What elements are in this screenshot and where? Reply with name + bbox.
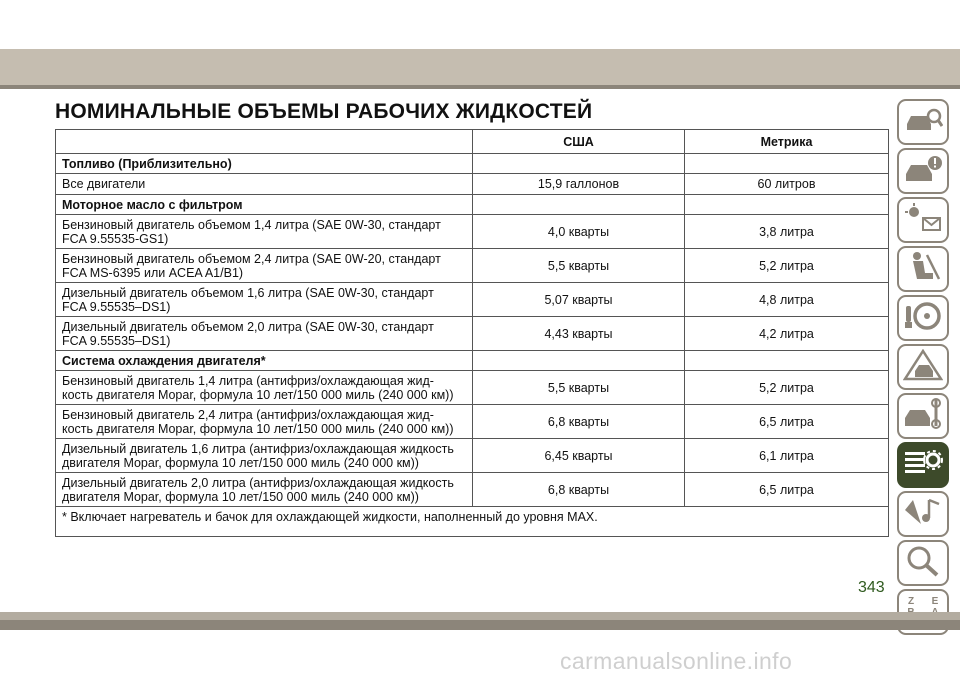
description-line: FCA 9.55535-GS1) bbox=[62, 231, 169, 246]
row-metric-value: 4,8 литра bbox=[685, 283, 889, 317]
road-warning-icon bbox=[903, 349, 943, 386]
car-wrench-icon bbox=[903, 398, 943, 435]
specifications-gear-icon bbox=[903, 447, 943, 484]
row-us-value: 6,45 кварты bbox=[473, 439, 685, 473]
row-us-value: 6,8 кварты bbox=[473, 405, 685, 439]
row-metric-value: 5,2 литра bbox=[685, 371, 889, 405]
row-description bbox=[56, 405, 473, 439]
section-row bbox=[56, 351, 889, 371]
row-us-value: 5,5 кварты bbox=[473, 249, 685, 283]
chapter-tab-road-warning[interactable] bbox=[897, 344, 949, 390]
search-icon bbox=[903, 545, 943, 582]
description-line: Бензиновый двигатель 2,4 литра (антифриз/охлаждающая жид- bbox=[62, 407, 434, 422]
description-line: Дизельный двигатель 2,0 литра (антифриз/охлаждающая жидкость bbox=[62, 475, 454, 490]
top-band-line bbox=[0, 85, 960, 89]
section-empty-us bbox=[473, 154, 685, 174]
description-line: FCA 9.55535–DS1) bbox=[62, 299, 171, 314]
table-header-row bbox=[56, 130, 889, 154]
footnote-row bbox=[56, 507, 889, 537]
row-description bbox=[56, 473, 473, 507]
row-us-value: 4,0 кварты bbox=[473, 215, 685, 249]
table-row bbox=[56, 371, 889, 405]
description-line: Бензиновый двигатель 1,4 литра (антифриз/охлаждающая жид- bbox=[62, 373, 434, 388]
chapter-tab-car-wrench[interactable] bbox=[897, 393, 949, 439]
table-row bbox=[56, 249, 889, 283]
row-description bbox=[56, 317, 473, 351]
section-label: Топливо (Приблизительно) bbox=[56, 154, 473, 174]
page-title: НОМИНАЛЬНЫЕ ОБЪЕМЫ РАБОЧИХ ЖИДКОСТЕЙ bbox=[55, 100, 593, 123]
table-row bbox=[56, 215, 889, 249]
description-line: Дизельный двигатель объемом 1,6 литра (SAE 0W-30, стандарт bbox=[62, 285, 434, 300]
description-line: Бензиновый двигатель объемом 1,4 литра (SAE 0W-30, стандарт bbox=[62, 217, 441, 232]
column-header-us: США bbox=[473, 130, 685, 154]
description-line: FCA 9.55535–DS1) bbox=[62, 333, 171, 348]
row-description bbox=[56, 439, 473, 473]
chapter-tab-multimedia[interactable] bbox=[897, 491, 949, 537]
section-empty-metric bbox=[685, 351, 889, 371]
table-row bbox=[56, 174, 889, 195]
row-metric-value: 5,2 литра bbox=[685, 249, 889, 283]
row-metric-value: 6,5 литра bbox=[685, 473, 889, 507]
steering-wheel-icon bbox=[903, 300, 943, 337]
row-metric-value: 4,2 литра bbox=[685, 317, 889, 351]
row-description bbox=[56, 215, 473, 249]
section-row bbox=[56, 154, 889, 174]
fluid-capacities-table bbox=[55, 129, 889, 537]
section-empty-metric bbox=[685, 195, 889, 215]
row-us-value: 4,43 кварты bbox=[473, 317, 685, 351]
row-us-value: 5,5 кварты bbox=[473, 371, 685, 405]
chapter-tab-specifications-gear[interactable] bbox=[897, 442, 949, 488]
section-empty-us bbox=[473, 195, 685, 215]
chapter-tab-steering-wheel[interactable] bbox=[897, 295, 949, 341]
row-description bbox=[56, 174, 473, 195]
chapter-tabs-sidebar bbox=[897, 99, 953, 638]
description-line: Дизельный двигатель объемом 2,0 литра (SAE 0W-30, стандарт bbox=[62, 319, 434, 334]
chapter-tab-car-magnifier[interactable] bbox=[897, 99, 949, 145]
section-empty-metric bbox=[685, 154, 889, 174]
table-row bbox=[56, 283, 889, 317]
row-description bbox=[56, 371, 473, 405]
column-header-description bbox=[56, 130, 473, 154]
top-band bbox=[0, 49, 960, 85]
section-label: Система охлаждения двигателя* bbox=[56, 351, 473, 371]
row-us-value: 6,8 кварты bbox=[473, 473, 685, 507]
watermark: carmanualsonline.info bbox=[560, 648, 793, 674]
bottom-band bbox=[0, 612, 960, 620]
description-line: кость двигателя Mopar, формула 10 лет/150 000 миль (240 000 км)) bbox=[62, 387, 454, 402]
description-line: двигателя Mopar, формула 10 лет/150 000 миль (240 000 км)) bbox=[62, 455, 419, 470]
table-row bbox=[56, 473, 889, 507]
index-letter: Z bbox=[907, 595, 915, 607]
table-row bbox=[56, 317, 889, 351]
chapter-tab-indicator-lights[interactable] bbox=[897, 197, 949, 243]
chapter-tab-search[interactable] bbox=[897, 540, 949, 586]
description-line: двигателя Mopar, формула 10 лет/150 000 миль (240 000 км)) bbox=[62, 489, 419, 504]
indicator-lights-icon bbox=[903, 202, 943, 239]
description-line: Бензиновый двигатель объемом 2,4 литра (SAE 0W-20, стандарт bbox=[62, 251, 441, 266]
table-row bbox=[56, 439, 889, 473]
description-line: Дизельный двигатель 1,6 литра (антифриз/охлаждающая жидкость bbox=[62, 441, 454, 456]
description-line: кость двигателя Mopar, формула 10 лет/150 000 миль (240 000 км)) bbox=[62, 421, 454, 436]
table-row bbox=[56, 405, 889, 439]
seat-airbag-icon bbox=[903, 251, 943, 288]
section-empty-us bbox=[473, 351, 685, 371]
bottom-band-dark bbox=[0, 620, 960, 630]
row-metric-value: 3,8 литра bbox=[685, 215, 889, 249]
description-line: Все двигатели bbox=[62, 177, 146, 191]
multimedia-icon bbox=[903, 496, 943, 533]
row-description bbox=[56, 283, 473, 317]
row-metric-value: 6,1 литра bbox=[685, 439, 889, 473]
table-body bbox=[56, 154, 889, 537]
car-magnifier-icon bbox=[903, 104, 943, 141]
section-row bbox=[56, 195, 889, 215]
index-letter: E bbox=[931, 595, 939, 607]
row-metric-value: 60 литров bbox=[685, 174, 889, 195]
row-us-value: 15,9 галлонов bbox=[473, 174, 685, 195]
column-header-metric: Метрика bbox=[685, 130, 889, 154]
row-description bbox=[56, 249, 473, 283]
footnote: * Включает нагреватель и бачок для охлаждающей жидкости, наполненный до уровня MAX. bbox=[56, 507, 889, 537]
row-us-value: 5,07 кварты bbox=[473, 283, 685, 317]
row-metric-value: 6,5 литра bbox=[685, 405, 889, 439]
chapter-tab-car-warning[interactable] bbox=[897, 148, 949, 194]
section-label: Моторное масло с фильтром bbox=[56, 195, 473, 215]
chapter-tab-seat-airbag[interactable] bbox=[897, 246, 949, 292]
page-number: 343 bbox=[858, 579, 885, 596]
car-warning-icon bbox=[903, 153, 943, 190]
description-line: FCA MS-6395 или ACEA A1/B1) bbox=[62, 265, 244, 280]
